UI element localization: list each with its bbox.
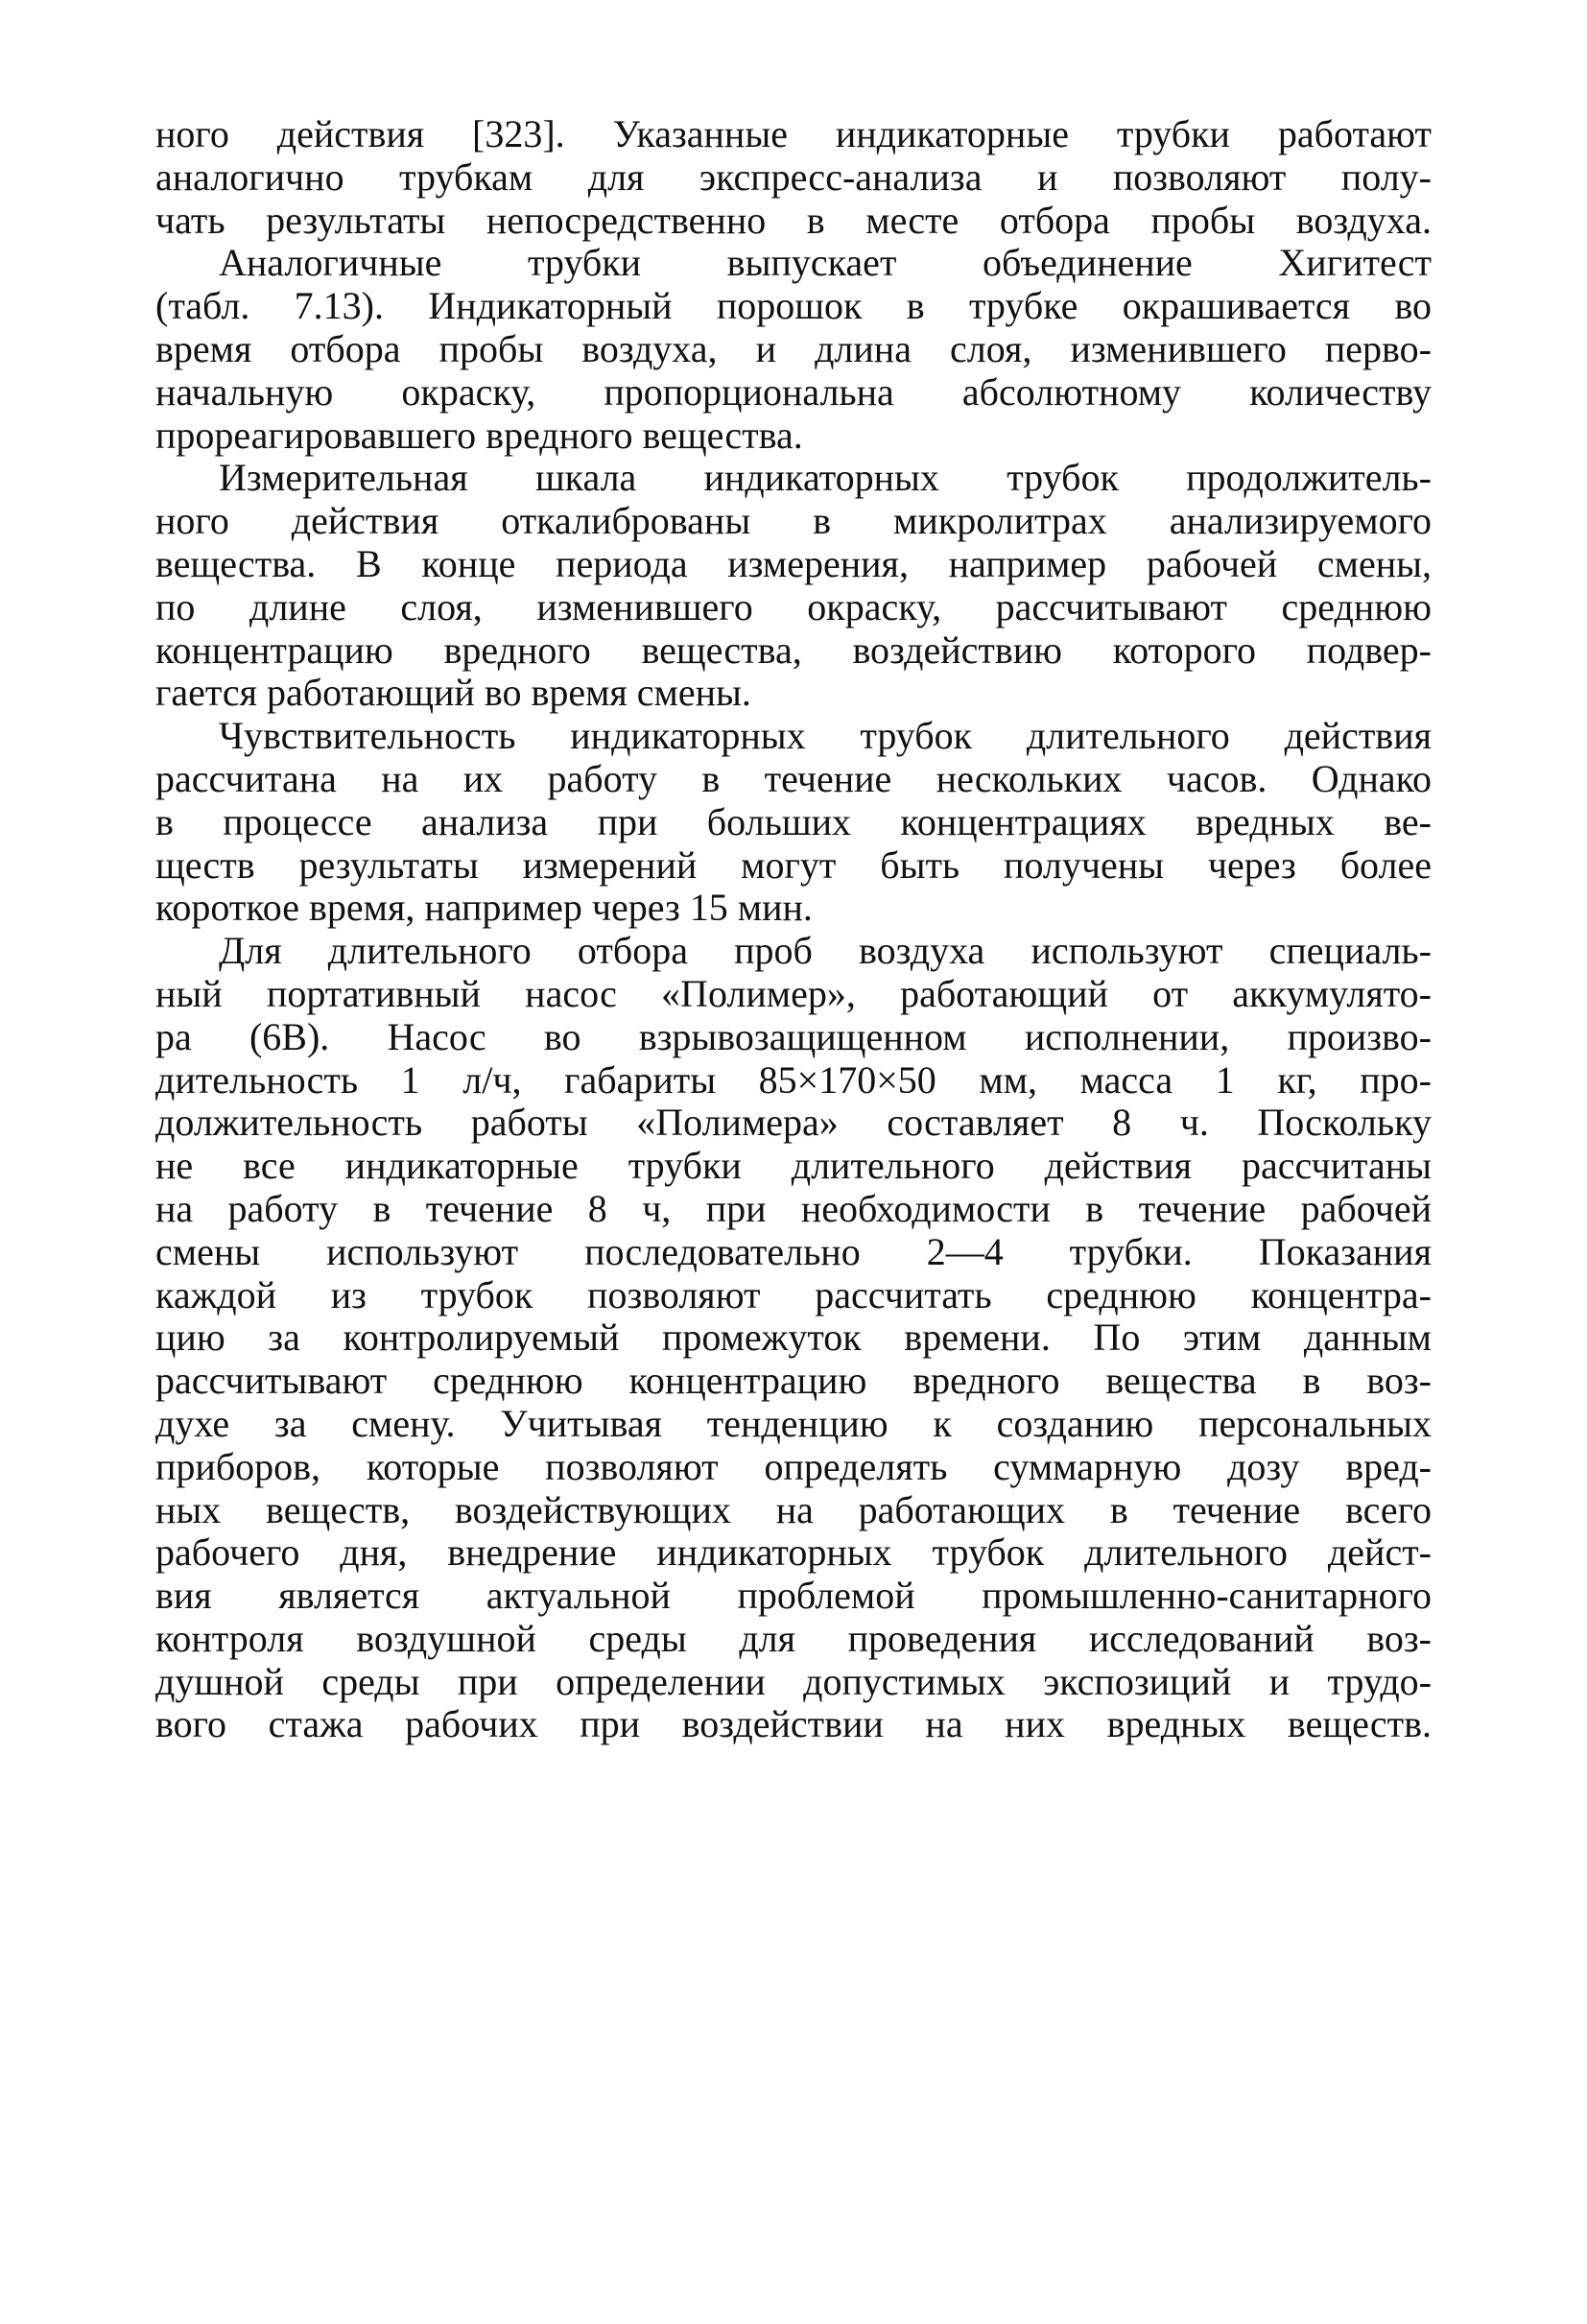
text-line: вого стажа рабочих при воздействии на них вредных веществ. [155, 1703, 1432, 1746]
text-line: духе за смену. Учитывая тенденцию к созданию персональных [155, 1402, 1432, 1445]
text-line: дительность 1 л/ч, габариты 85×170×50 мм, масса 1 кг, про- [155, 1058, 1432, 1102]
text-line: рассчитана на их работу в течение нескольких часов. Однако [155, 757, 1432, 800]
paragraph-2 [155, 242, 1432, 457]
text-line: рабочего дня, внедрение индикаторных трубок длительного дейст- [155, 1531, 1432, 1575]
text-line: ществ результаты измерений могут быть получены через более [155, 843, 1432, 887]
text-line: контроля воздушной среды для проведения исследований воз- [155, 1617, 1432, 1660]
paragraph-4 [155, 715, 1432, 930]
text-line: чать результаты непосредственно в месте отбора пробы воздуха. [155, 199, 1432, 242]
text-line: Чувствительность индикаторных трубок длительного действия [219, 715, 1432, 758]
text-line: вещества. В конце периода измерения, например рабочей смены, [155, 542, 1432, 585]
text-line: душной среды при определении допустимых экспозиций и трудо- [155, 1660, 1432, 1703]
text-line: цию за контролируемый промежуток времени. По этим данным [155, 1316, 1432, 1360]
paragraph-5 [155, 930, 1432, 1746]
text-line: ного действия [323]. Указанные индикаторные трубки работают [155, 113, 1432, 155]
text-line: (табл. 7.13). Индикаторный порошок в трубке окрашивается во [155, 285, 1432, 328]
text-line: по длине слоя, изменившего окраску, рассчитывают среднюю [155, 585, 1432, 628]
text-line: начальную окраску, пропорциональна абсолютному количеству [155, 370, 1432, 414]
paragraph-1 [155, 113, 1432, 242]
text-line: приборов, которые позволяют определять суммарную дозу вред- [155, 1445, 1432, 1488]
paragraph-3 [155, 457, 1432, 715]
text-line: каждой из трубок позволяют рассчитать среднюю концентра- [155, 1273, 1432, 1316]
text-line: ра (6В). Насос во взрывозащищенном исполнении, произво- [155, 1015, 1432, 1058]
text-line: в процессе анализа при больших концентрациях вредных ве- [155, 800, 1432, 843]
text-line: аналогично трубкам для экспресс-анализа и позволяют полу- [155, 155, 1432, 199]
text-line: смены используют последовательно 2—4 трубки. Показания [155, 1230, 1432, 1273]
text-line: Для длительного отбора проб воздуха используют специаль- [219, 930, 1432, 973]
text-line: ного действия откалиброваны в микролитрах анализируемого [155, 500, 1432, 543]
text-line: ный портативный насос «Полимер», работающий от аккумулято- [155, 972, 1432, 1015]
text-line: Измерительная шкала индикаторных трубок продолжитель- [219, 457, 1432, 500]
text-line: на работу в течение 8 ч, при необходимости в течение рабочей [155, 1187, 1432, 1230]
text-line: ных веществ, воздействующих на работающих в течение всего [155, 1488, 1432, 1531]
text-line: должительность работы «Полимера» составляет 8 ч. Поскольку [155, 1102, 1432, 1145]
text-line: не все индикаторные трубки длительного действия рассчитаны [155, 1145, 1432, 1188]
text-line: рассчитывают среднюю концентрацию вредного вещества в воз- [155, 1360, 1432, 1403]
text-line: короткое время, например через 15 мин. [155, 887, 813, 930]
text-line: гается работающий во время смены. [155, 672, 751, 715]
text-line: вия является актуальной проблемой промышленно-санитарного [155, 1575, 1432, 1618]
text-line: время отбора пробы воздуха, и длина слоя, изменившего перво- [155, 327, 1432, 370]
page-body [155, 113, 1432, 1746]
text-line: Аналогичные трубки выпускает объединение Хигитест [219, 242, 1432, 285]
text-line: концентрацию вредного вещества, воздействию которого подвер- [155, 628, 1432, 672]
text-line: прореагировавшего вредного вещества. [155, 414, 803, 457]
